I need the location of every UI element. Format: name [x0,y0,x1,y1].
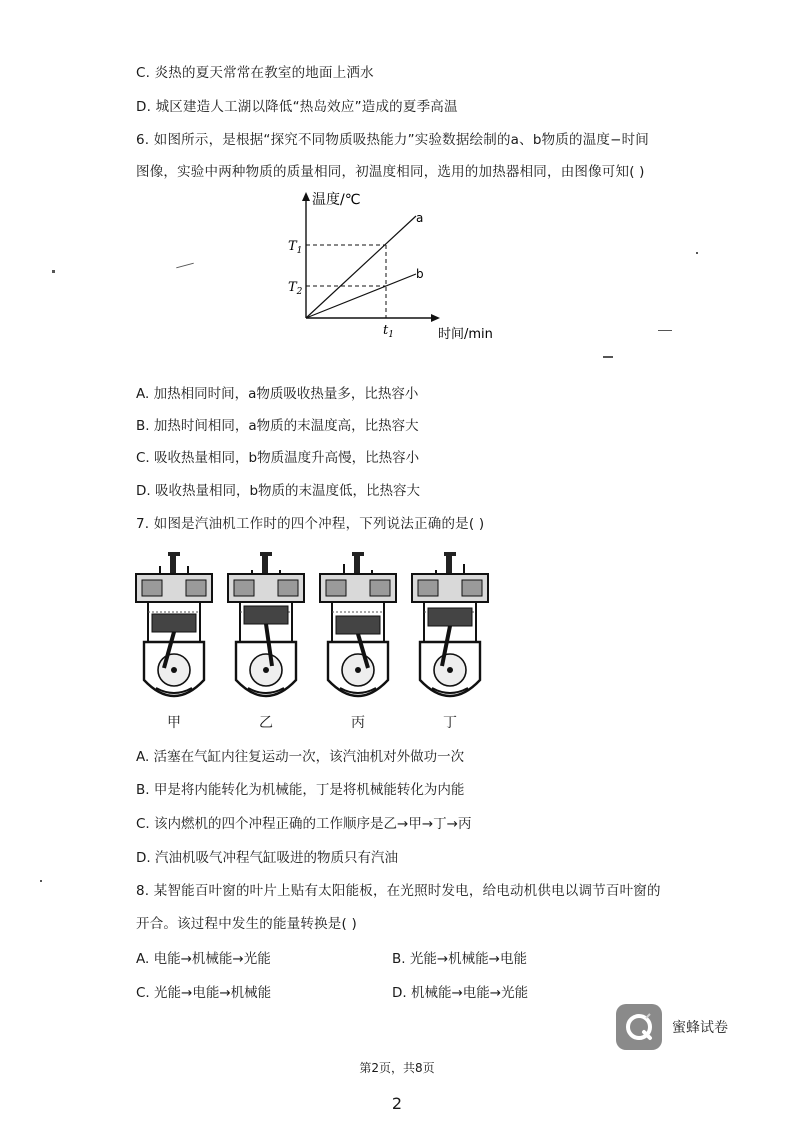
t1-label: $T_1$ [288,239,303,256]
piston [244,606,288,624]
q6-temperature-time-graph [270,186,510,346]
brand-watermark [616,1004,728,1050]
q8-stem-line2: 开合。该过程中发生的能量转换是( ) [136,916,357,932]
q7-stem: 7. 如图是汽油机工作时的四个冲程，下列说法正确的是( ) [136,516,485,532]
t2-label: $T_2$ [288,280,303,297]
line-a [306,216,416,318]
piston [336,616,380,634]
engine-label-jia: 甲 [167,715,181,731]
engine-stroke-ding [412,552,488,696]
q6-option-d: D. 吸收热量相同，b物质的末温度低，比热容大 [136,483,421,499]
piston [428,608,472,626]
time-t1-label: $t_1$ [383,323,394,340]
q6-option-c: C. 吸收热量相同，b物质温度升高慢，比热容小 [136,450,420,466]
page-number: 2 [391,1094,403,1113]
q6-option-b: B. 加热时间相同，a物质的末温度高，比热容大 [136,418,419,434]
q7-option-d: D. 汽油机吸气冲程气缸吸进的物质只有汽油 [136,850,398,866]
y-axis-arrow-icon [302,192,310,201]
engine-stroke-jia [136,552,212,696]
engine-label-ding: 丁 [443,715,457,731]
q8-option-d: D. 机械能→电能→光能 [392,985,529,1001]
q5-option-d: D. 城区建造人工湖以降低“热岛效应”造成的夏季高温 [136,99,458,115]
engine-label-bing: 丙 [351,715,365,731]
q6-stem-line2: 图像，实验中两种物质的质量相同，初温度相同，选用的加热器相同，由图像可知( ) [136,164,645,180]
line-b [306,274,416,318]
scan-speck [658,330,672,331]
q6-option-a: A. 加热相同时间，a物质吸收热量多，比热容小 [136,386,419,402]
q8-option-a: A. 电能→机械能→光能 [136,951,271,967]
page-info: 第2页，共8页 [359,1061,435,1075]
scan-speck [696,252,698,254]
bee-logo-icon [616,1004,662,1050]
scan-speck [603,356,613,358]
q8-option-c: C. 光能→电能→机械能 [136,985,272,1001]
engine-stroke-bing [320,552,396,696]
scan-speck [52,270,55,273]
engine-label-yi: 乙 [259,715,273,731]
brand-name: 蜜蜂试卷 [672,1020,728,1036]
x-axis-label: 时间/min [438,327,493,342]
q8-option-b: B. 光能→机械能→电能 [392,951,527,967]
q6-stem-line1: 6. 如图所示，是根据“探究不同物质吸热能力”实验数据绘制的a、b物质的温度−时间 [136,132,650,148]
q7-option-c: C. 该内燃机的四个冲程正确的工作顺序是乙→甲→丁→丙 [136,816,472,832]
q7-engine-strokes-figure [130,552,490,712]
piston [152,614,196,632]
x-axis-arrow-icon [431,314,440,322]
q5-option-c: C. 炎热的夏天常常在教室的地面上洒水 [136,65,374,81]
line-b-label: b [416,267,424,281]
line-a-label: a [416,211,424,225]
q8-stem-line1: 8. 某智能百叶窗的叶片上贴有太阳能板，在光照时发电，给电动机供电以调节百叶窗的 [136,883,661,899]
y-axis-label: 温度/℃ [312,192,361,208]
engine-stroke-yi [228,552,304,696]
q7-option-a: A. 活塞在气缸内往复运动一次，该汽油机对外做功一次 [136,749,465,765]
scan-speck [176,263,194,269]
q7-option-b: B. 甲是将内能转化为机械能，丁是将机械能转化为内能 [136,782,465,798]
scan-speck [40,880,42,882]
